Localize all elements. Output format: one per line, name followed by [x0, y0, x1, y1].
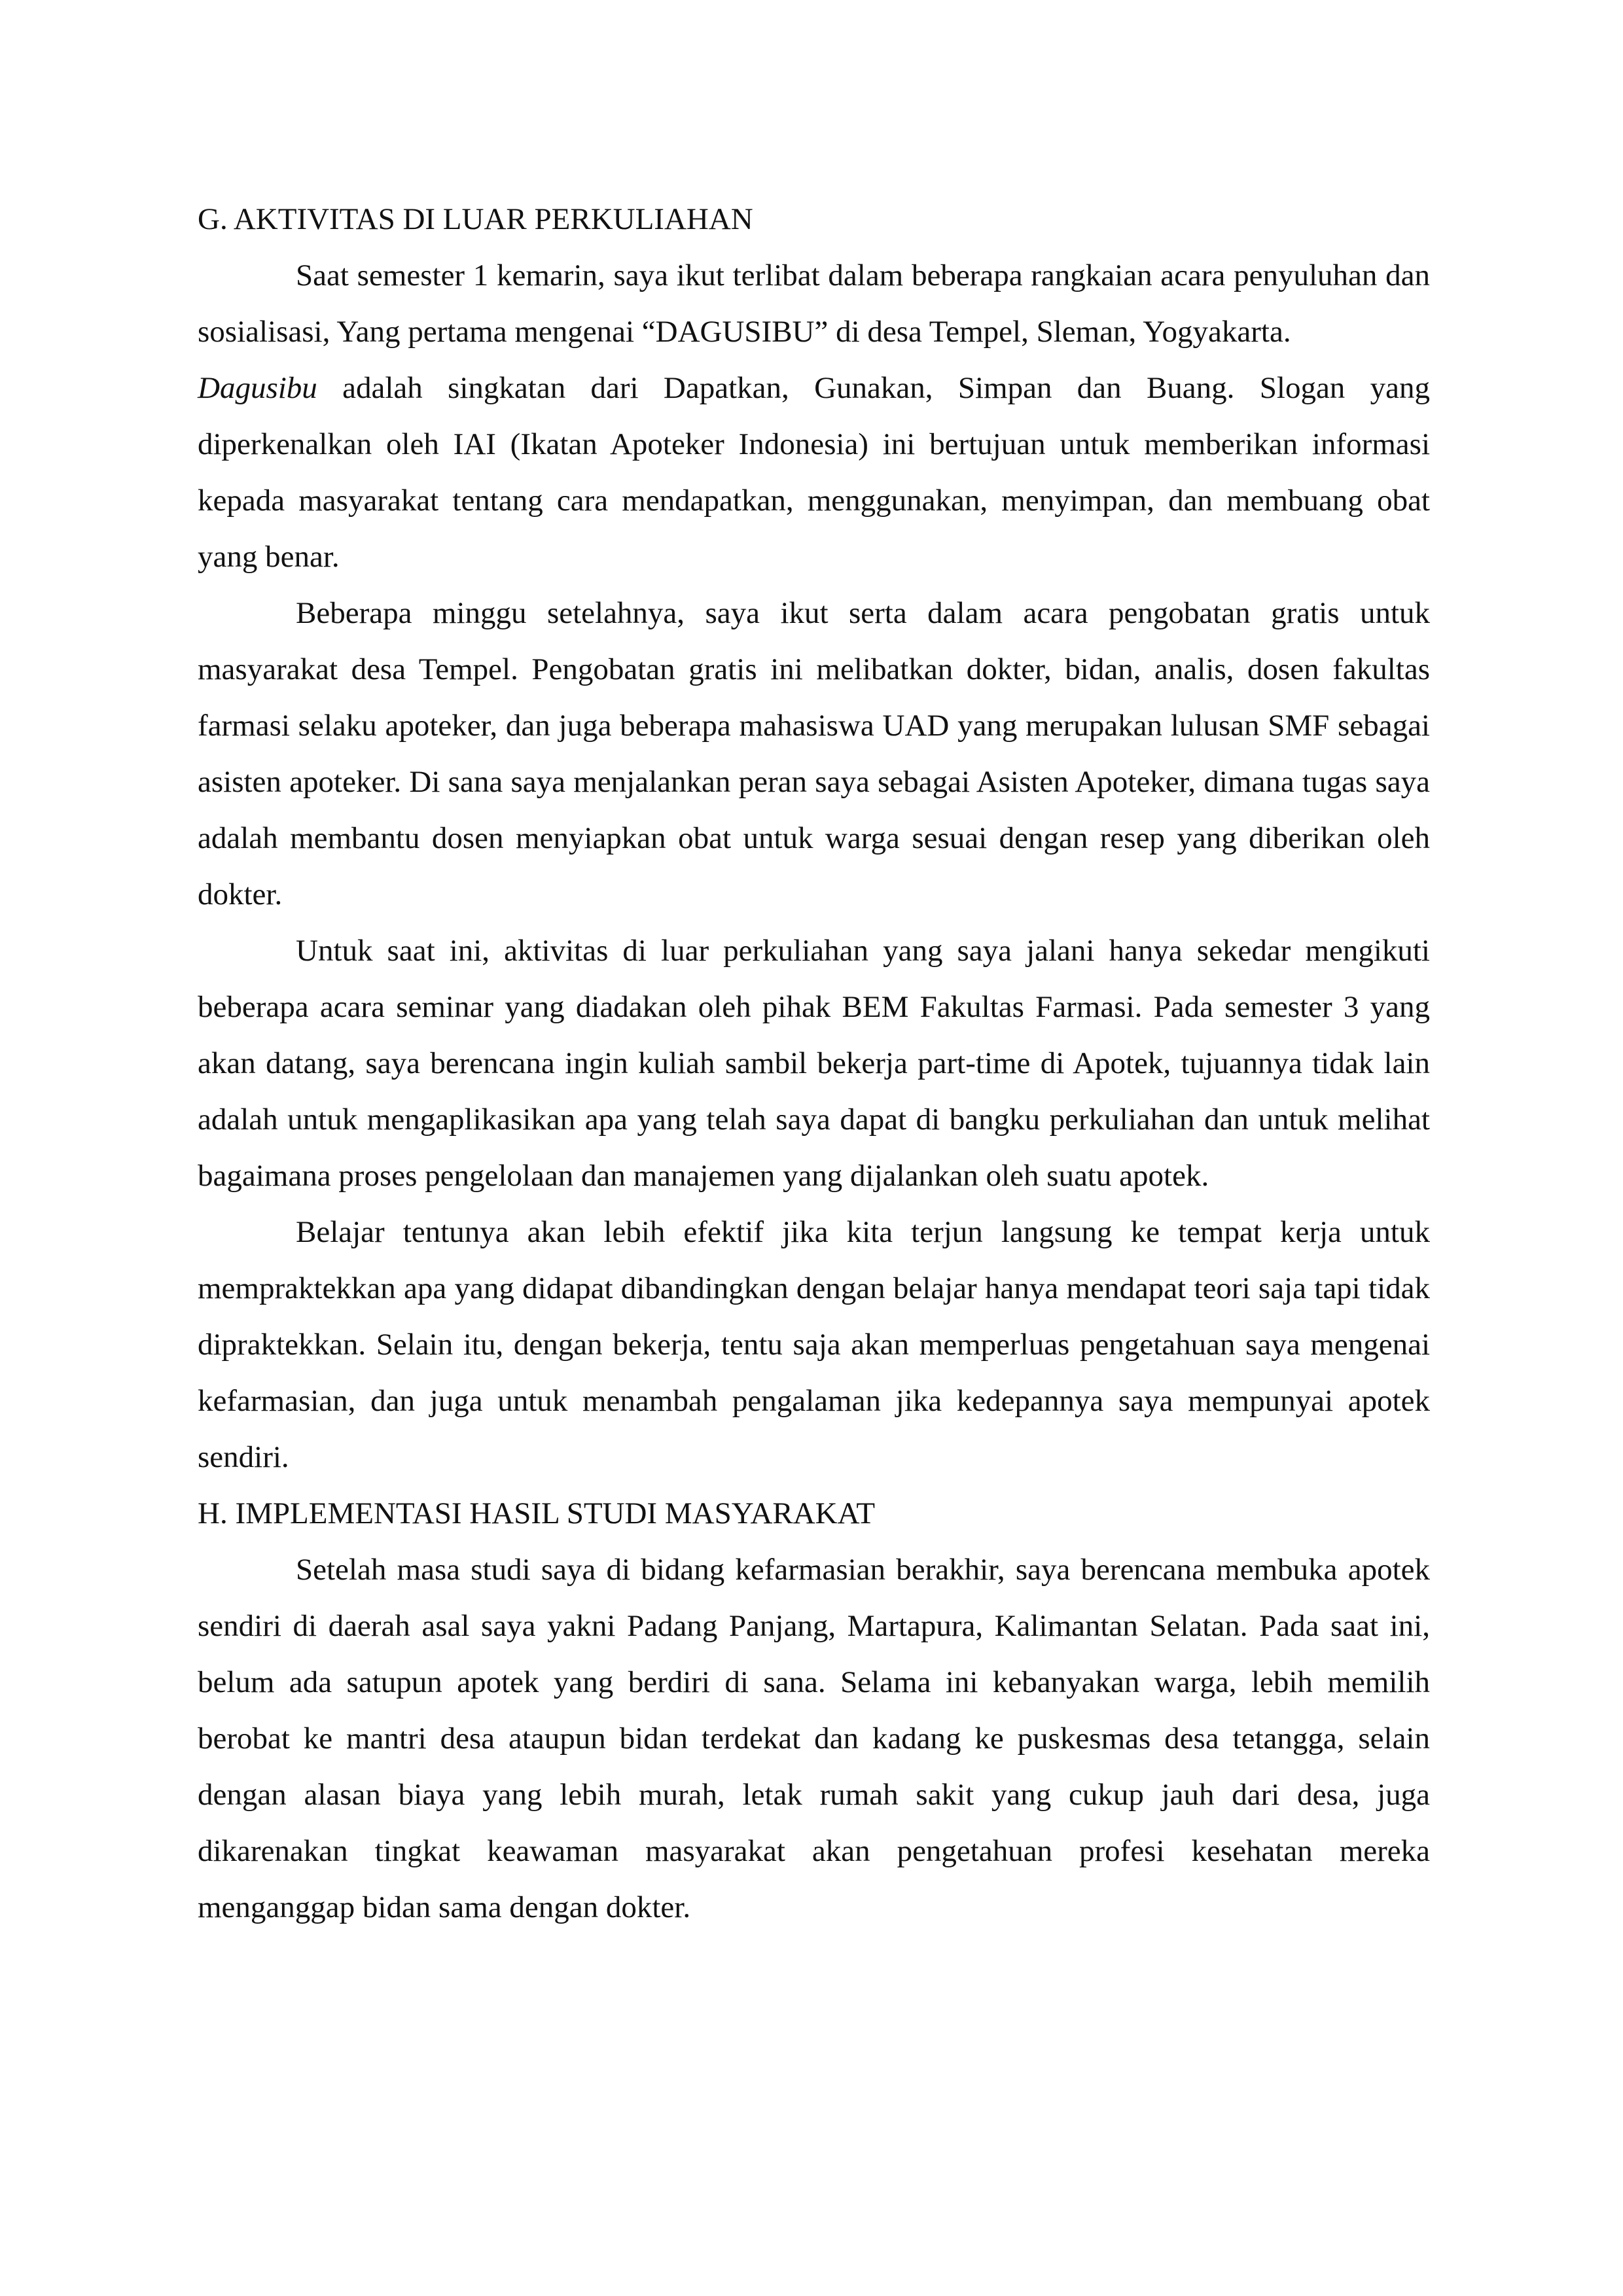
section-g-paragraph-2: [198, 360, 1430, 585]
section-g-paragraph-1: Saat semester 1 kemarin, saya ikut terlibat dalam beberapa rangkaian acara penyuluhan dan sosialisasi, Yang pertama mengenai “DAGUSIBU” di desa Tempel, Sleman, Yogyakarta.: [198, 258, 1430, 349]
section-g-paragraph-5: Belajar tentunya akan lebih efektif jika kita terjun langsung ke tempat kerja untuk mempraktekkan apa yang didapat dibandingkan dengan belajar hanya mendapat teori saja tapi tidak dipraktekkan. Selain itu, dengan bekerja, tentu saja akan memperluas pengetahuan saya mengenai kefarmasian, dan juga untuk menambah pengalaman jika kedepannya saya mempunyai apotek sendiri.: [198, 1215, 1430, 1474]
section-g-paragraph-4: Untuk saat ini, aktivitas di luar perkuliahan yang saya jalani hanya sekedar mengikuti beberapa acara seminar yang diadakan oleh pihak BEM Fakultas Farmasi. Pada semester 3 yang akan datang, saya berencana ingin kuliah sambil bekerja part-time di Apotek, tujuannya tidak lain adalah untuk mengaplikasikan apa yang telah saya dapat di bangku perkuliahan dan untuk melihat bagaimana proses pengelolaan dan manajemen yang dijalankan oleh suatu apotek.: [198, 934, 1430, 1193]
dagusibu-definition-text: adalah singkatan dari Dapatkan, Gunakan, Simpan dan Buang. Slogan yang diperkenalkan oleh IAI (Ikatan Apoteker Indonesia) ini bertujuan untuk memberikan informasi kepada masyarakat tentang cara mendapatkan, menggunakan, menyimpan, dan membuang obat yang benar.: [198, 371, 1430, 574]
section-h-paragraph-1: Setelah masa studi saya di bidang kefarmasian berakhir, saya berencana membuka apotek sendiri di daerah asal saya yakni Padang Panjang, Martapura, Kalimantan Selatan. Pada saat ini, belum ada satupun apotek yang berdiri di sana. Selama ini kebanyakan warga, lebih memilih berobat ke mantri desa ataupun bidan terdekat dan kadang ke puskesmas desa tetangga, selain dengan alasan biaya yang lebih murah, letak rumah sakit yang cukup jauh dari desa, juga dikarenakan tingkat keawaman masyarakat akan pengetahuan profesi kesehatan mereka menganggap bidan sama dengan dokter.: [198, 1553, 1430, 1924]
document-body: [198, 191, 1430, 1935]
section-g-paragraph-3: Beberapa minggu setelahnya, saya ikut serta dalam acara pengobatan gratis untuk masyarakat desa Tempel. Pengobatan gratis ini melibatkan dokter, bidan, analis, dosen fakultas farmasi selaku apoteker, dan juga beberapa mahasiswa UAD yang merupakan lulusan SMF sebagai asisten apoteker. Di sana saya menjalankan peran saya sebagai Asisten Apoteker, dimana tugas saya adalah membantu dosen menyiapkan obat untuk warga sesuai dengan resep yang diberikan oleh dokter.: [198, 596, 1430, 911]
section-h-heading: H. IMPLEMENTASI HASIL STUDI MASYARAKAT: [198, 1496, 876, 1530]
section-g-heading: G. AKTIVITAS DI LUAR PERKULIAHAN: [198, 202, 753, 236]
dagusibu-term: Dagusibu: [198, 371, 317, 405]
